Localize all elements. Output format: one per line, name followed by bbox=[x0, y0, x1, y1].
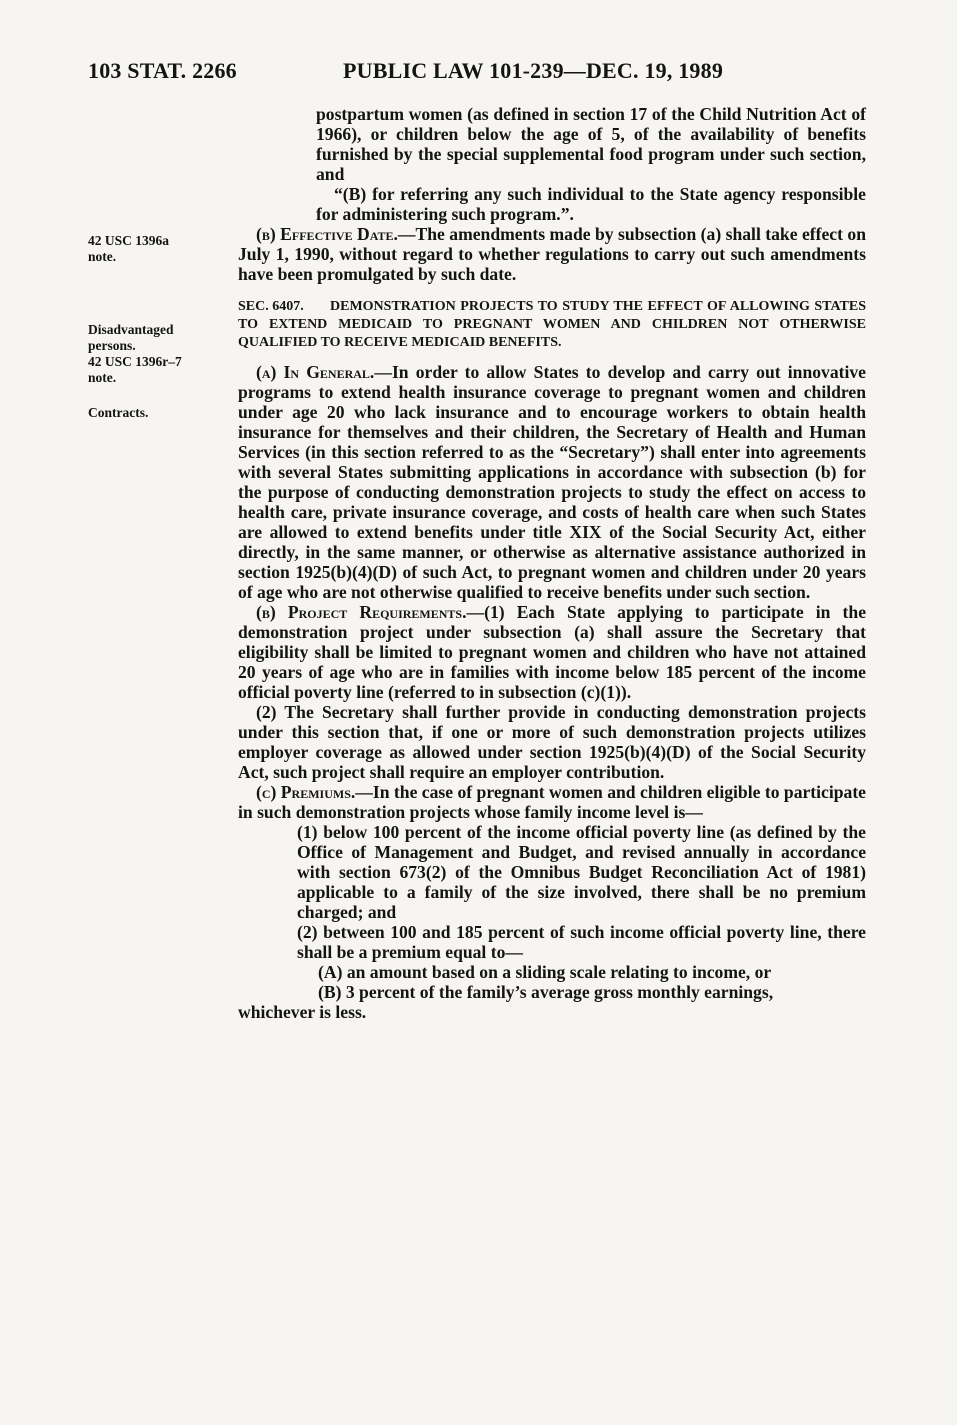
premium-item-a: (A) an amount based on a sliding scale relating to income, or bbox=[318, 962, 772, 982]
section-title: DEMONSTRATION PROJECTS TO STUDY THE EFFECT OF ALLOWING STATES TO EXTEND MEDICAID TO PREGNANT WOMEN AND CHILDREN NOT OTHERWISE QUALIFIED TO RECEIVE MEDICAID BENEFITS. bbox=[238, 299, 866, 350]
continued-paragraph: postpartum women (as defined in section 17 of the Child Nutrition Act of 1966), or children below the age of 5, of the availability of benefits furnished by the special supplemental food program under such section, and bbox=[316, 104, 866, 184]
project-requirements-heading: (b) Project Requirements. bbox=[256, 602, 467, 622]
statute-page-number: 103 STAT. 2266 bbox=[88, 58, 237, 83]
in-general-paragraph: (a) In General.—In order to allow States to develop and carry out innovative programs to extend health insurance coverage to pregnant women and children under age 20 who lack insurance and to encourage workers to obtain health insurance for themselves and their children, the Secretary of Health and Human Services (in this section referred to as the “Secretary”) shall enter into agreements with several States submitting applications in accordance with subsection (b) for the purpose of conducting demonstration projects to study the effect on access to health care, private insurance coverage, and costs of health care when such States are allowed to extend benefits under title XIX of the Social Security Act, either directly, in the same manner, or otherwise as alternative assistance authorized in section 1925(b)(4)(D) of such Act, to pregnant women and children under 20 years of age who are not otherwise qualified to receive benefits under such section. bbox=[238, 362, 866, 602]
whichever-clause: whichever is less. bbox=[238, 1002, 367, 1022]
subparagraph-b: “(B) for referring any such individual to the State agency responsible for administering such program.”. bbox=[316, 184, 866, 224]
effective-date-heading: (b) Effective Date. bbox=[256, 224, 398, 244]
margin-note-disadvantaged: Disadvantaged persons. 42 USC 1396r–7 note. bbox=[88, 322, 182, 385]
in-general-heading: (a) In General. bbox=[256, 362, 375, 382]
project-requirements-paragraph: (b) Project Requirements.—(1) Each State applying to participate in the demonstration project under subsection (a) shall assure the Secretary that eligibility shall be limited to pregnant women and children who have not attained 20 years of age who are in families with income below 185 percent of the income official poverty line (referred to in subsection (c)(1)). bbox=[238, 602, 867, 702]
premium-item-1: (1) below 100 percent of the income official poverty line (as defined by the Office of Management and Budget, and revised annually in accordance with section 673(2) of the Omnibus Budget Reconciliation Act of 1981) applicable to a family of the size involved, there shall be no premium charged; and bbox=[297, 822, 866, 922]
premium-item-b: (B) 3 percent of the family’s average gross monthly earnings, bbox=[318, 982, 774, 1002]
project-requirements-paragraph-2: (2) The Secretary shall further provide in conducting demonstration projects under this section that, if one or more of such demonstration projects utilizes employer coverage as allowed under section 1925(b)(4)(D) of the Social Security Act, such project shall require an employer contribution. bbox=[238, 702, 866, 782]
effective-date-paragraph: (b) Effective Date.—The amendments made by subsection (a) shall take effect on July 1, 1990, without regard to whether regulations to carry out such amendments have been promulgated by such date. bbox=[238, 224, 866, 284]
premiums-heading: (c) Premiums. bbox=[256, 782, 356, 802]
body-text bbox=[238, 104, 866, 1022]
margin-note-contracts: Contracts. bbox=[88, 405, 149, 420]
premiums-paragraph: (c) Premiums.—In the case of pregnant women and children eligible to participate in such demonstration projects whose family income level is— bbox=[238, 782, 866, 822]
running-head-law: PUBLIC LAW 101-239—DEC. 19, 1989 bbox=[343, 58, 724, 83]
margin-note-usc-1396a: 42 USC 1396a note. bbox=[88, 233, 170, 264]
section-number: SEC. 6407. bbox=[238, 299, 304, 314]
section-heading bbox=[238, 298, 866, 352]
premium-item-2: (2) between 100 and 185 percent of such income official poverty line, there shall be a premium equal to— bbox=[297, 922, 866, 962]
